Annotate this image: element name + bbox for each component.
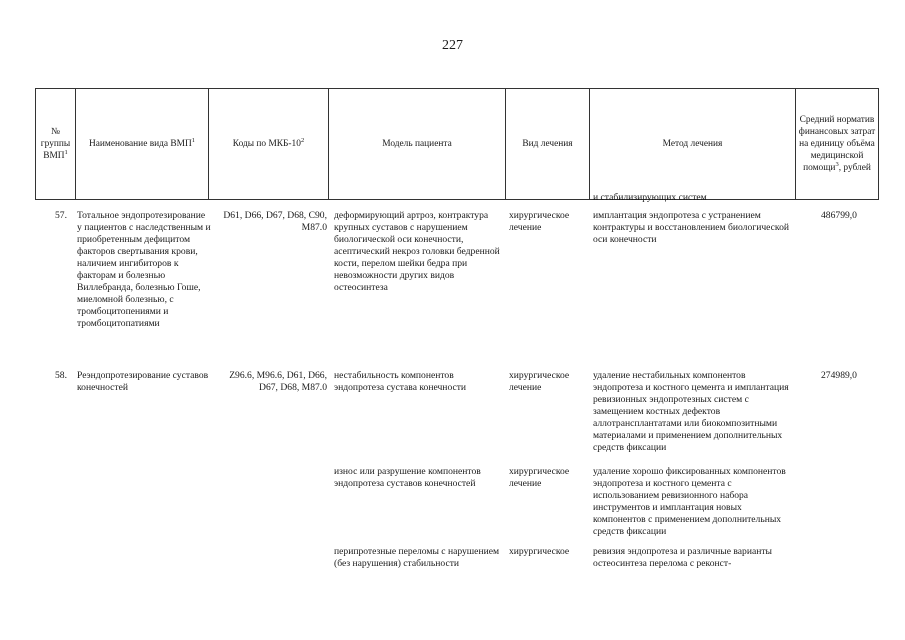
row57-number: 57. xyxy=(55,210,67,221)
row58-sub3-patient-model: перипротезные переломы с нарушением (без нарушения) стабильности xyxy=(334,546,500,569)
row58-number: 58. xyxy=(55,370,67,381)
header-cost-norm: Средний норматив финансовых затрат на единицу объёма медицинской помощи$^3$, рублей xyxy=(796,89,879,200)
row58-sub1-patient-model: нестабильность компонентов эндопротеза сустава конечности xyxy=(334,370,467,393)
row58-sub3-method: ревизия эндопротеза и различные варианты остеосинтеза перелома с реконст- xyxy=(593,546,772,569)
row58-cost: 274989,0 xyxy=(821,370,857,381)
row58-sub2-treatment-type: хирургическое лечение xyxy=(509,466,570,489)
row57-name: Тотальное эндопротезирование у пациентов с наследственным и приобретенным дефицитом факторов свертывания крови, наличием ингибиторов к факторам и болезнью Виллебранда, болезнью Гоше, миеломной болезнью, с тромбоцитопениями и тромбоцитопатиями xyxy=(77,210,211,329)
row58-sub1-method: удаление нестабильных компонентов эндопротеза и костного цемента и имплантация ревизионных эндопротезных систем с замещением костных дефектов аллотрансплантатами или биокомпозитными материалами и применением дополнительных средств фиксации xyxy=(593,370,789,453)
row57-treatment-type: хирургическое лечение xyxy=(509,210,570,233)
row57-patient-model: деформирующий артроз, контрактура крупных суставов с нарушением биологической оси конечности, асептический некроз головки бедренной кости, перелом шейки бедра при невозможности других видов остеосинтеза xyxy=(334,210,500,293)
row57-method: имплантация эндопротеза с устранением контрактуры и восстановлением биологической оси конечности xyxy=(593,210,790,245)
header-treatment-type: Вид лечения xyxy=(506,89,590,200)
row58-name: Реэндопротезирование суставов конечностей xyxy=(77,370,209,393)
continuation-method: и стабилизирующих систем xyxy=(593,192,707,203)
row58-sub1-treatment-type: хирургическое лечение xyxy=(509,370,570,393)
row58-sub2-patient-model: износ или разрушение компонентов эндопротеза суставов конечностей xyxy=(334,466,481,489)
header-patient-model: Модель пациента xyxy=(329,89,506,200)
header-vmp-name: Наименование вида ВМП$^1$ xyxy=(76,89,209,200)
row58-sub2-method: удаление хорошо фиксированных компонентов эндопротеза и костного цемента с использованием ревизионного набора инструментов и имплантация новых компонентов с применением дополнительных средств фиксации xyxy=(593,466,786,537)
row57-codes: D61, D66, D67, D68, C90, M87.0 xyxy=(223,210,327,233)
row58-codes: Z96.6, M96.6, D61, D66, D67, D68, M87.0 xyxy=(229,370,327,393)
header-group-number: № группы ВМП$^1$ xyxy=(36,89,76,200)
header-icd-codes: Коды по МКБ-$10^2$ xyxy=(209,89,329,200)
header-treatment-method: Метод лечения xyxy=(590,89,796,200)
row58-sub3-treatment-type: хирургическое xyxy=(509,546,570,557)
page-number: 227 xyxy=(442,38,463,53)
row57-cost: 486799,0 xyxy=(821,210,857,221)
table-header xyxy=(35,88,879,200)
